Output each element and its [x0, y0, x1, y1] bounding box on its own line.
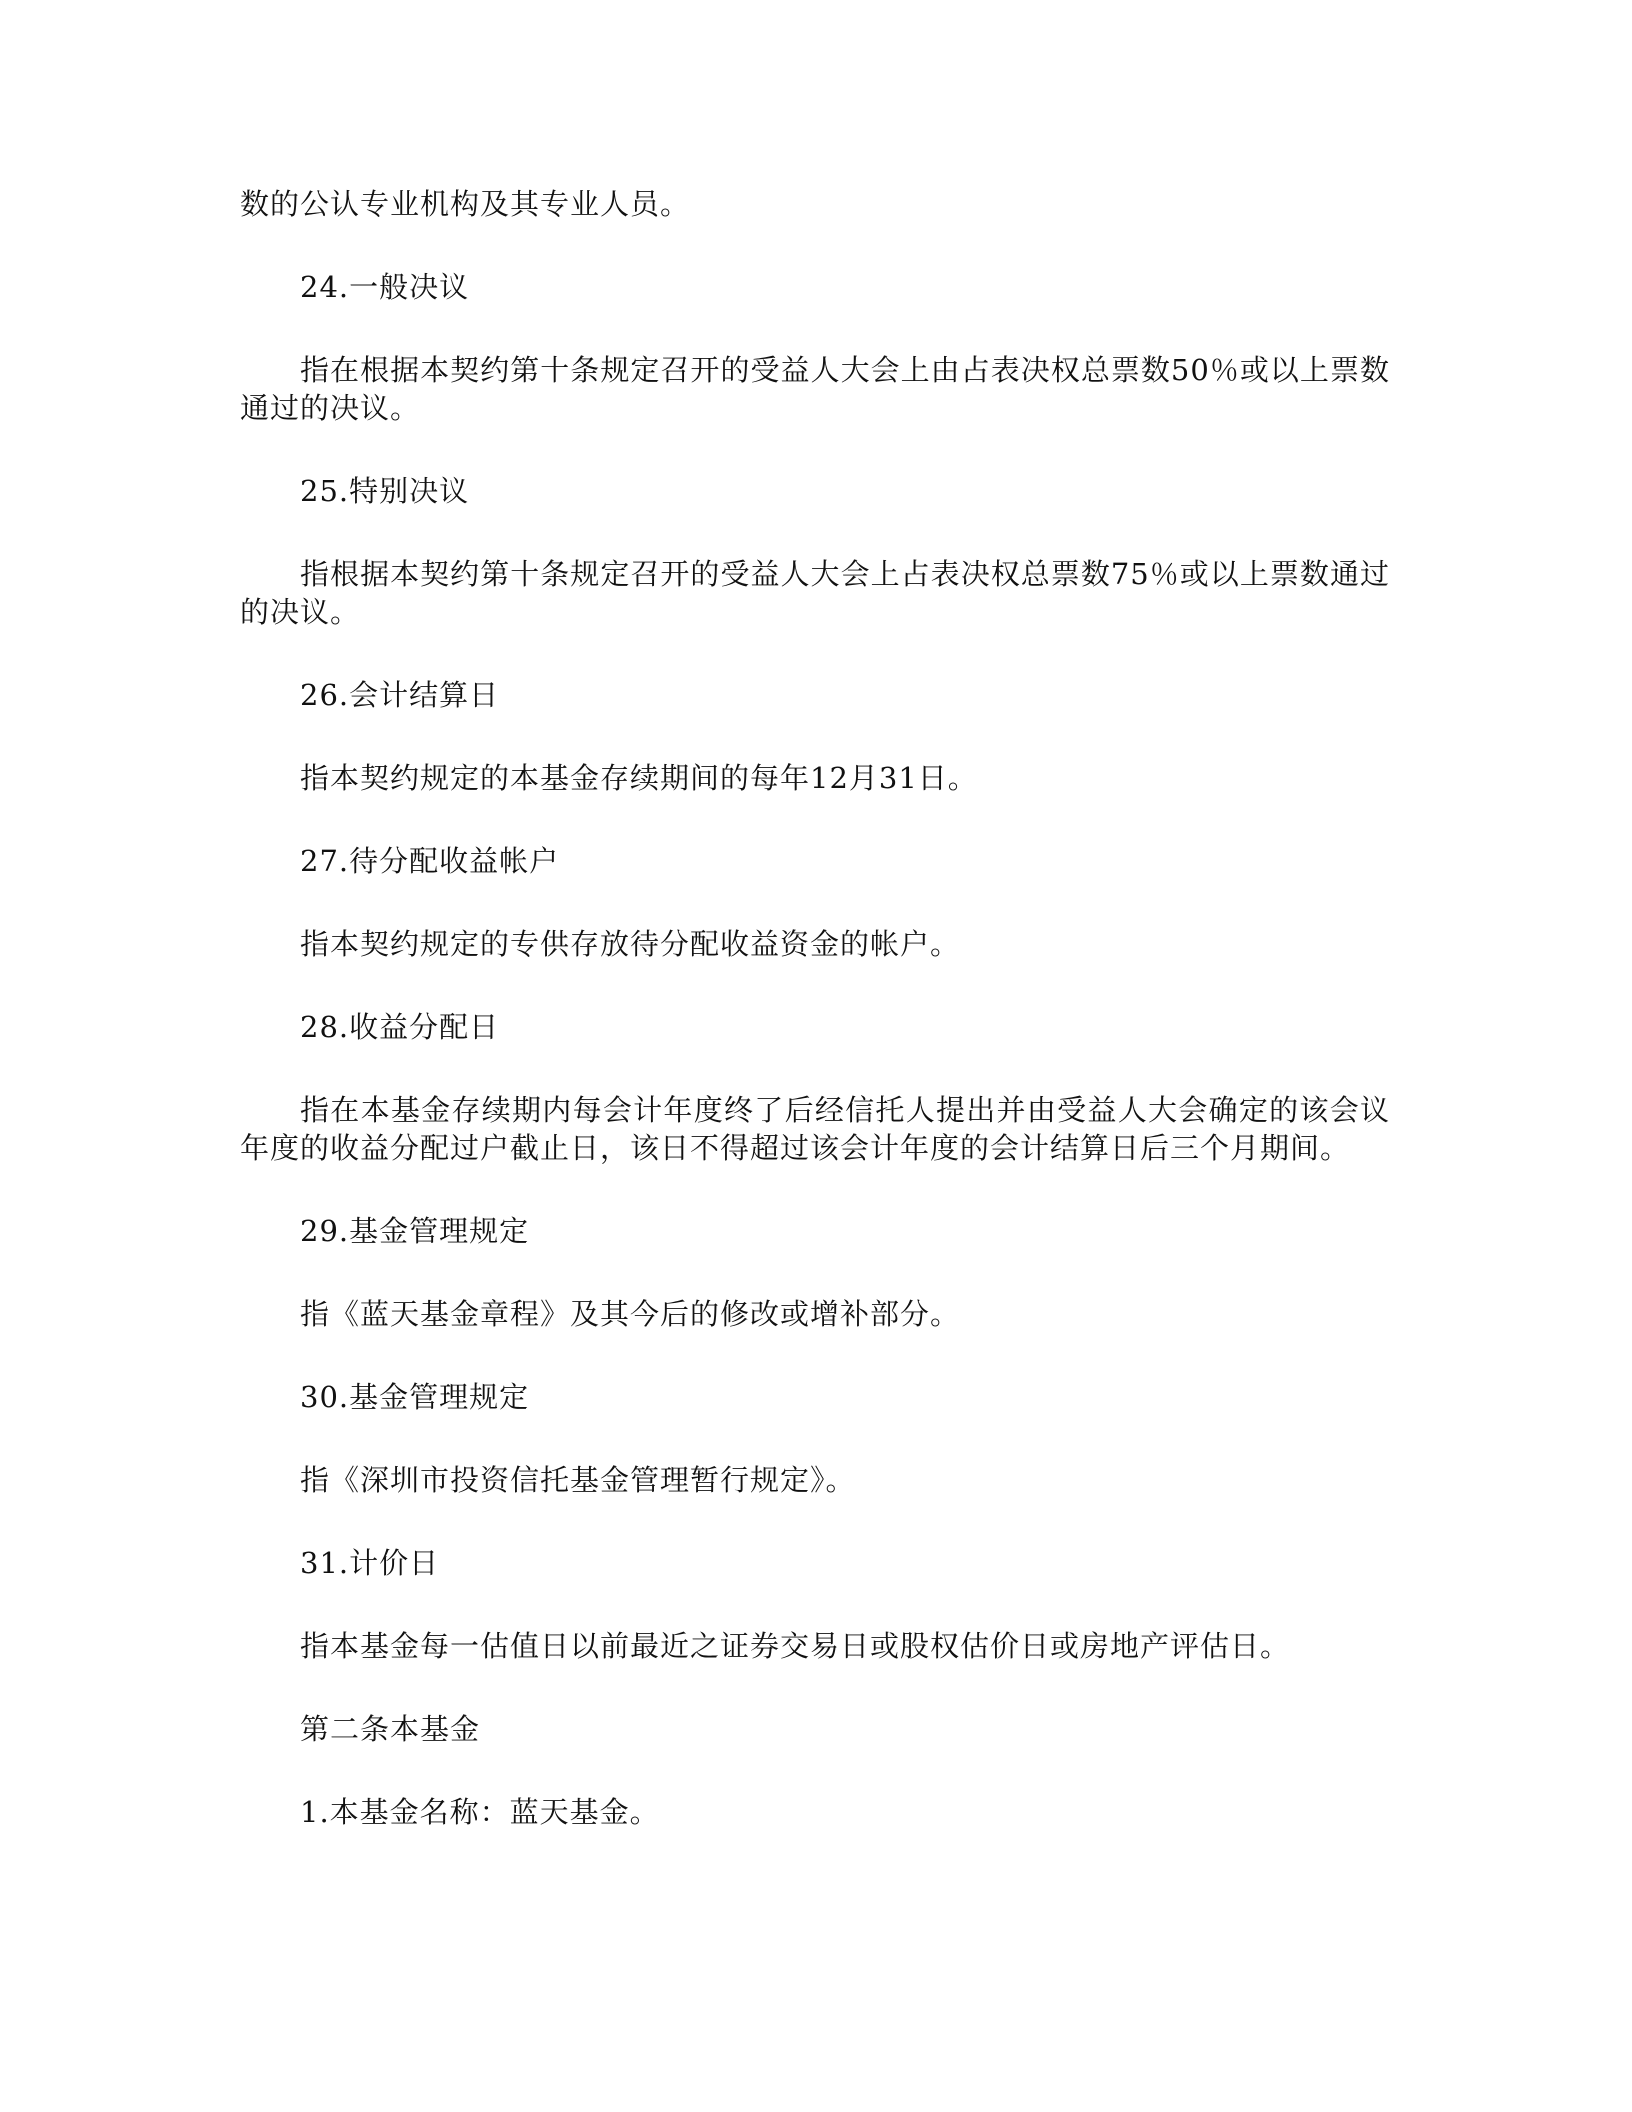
article-heading-2: 第二条本基金: [300, 1712, 481, 1746]
section-heading-28: 28.收益分配日: [300, 1010, 500, 1044]
paragraph-definition-26: 指本契约规定的本基金存续期间的每年12月31日。: [300, 761, 978, 795]
section-heading-29: 29.基金管理规定: [300, 1214, 530, 1248]
paragraph-definition-27: 指本契约规定的专供存放待分配收益资金的帐户。: [300, 927, 961, 961]
paragraph-definition-28: 指在本基金存续期内每会计年度终了后经信托人提出并由受益人大会确定的该会议年度的收益分配过户截止日，该日不得超过该会计年度的会计结算日后三个月期间。: [240, 1093, 1390, 1165]
paragraph-continued: 数的公认专业机构及其专业人员。: [240, 187, 691, 221]
paragraph-definition-25: 指根据本契约第十条规定召开的受益人大会上占表决权总票数75％或以上票数通过的决议。: [240, 557, 1390, 629]
paragraph-definition-30: 指《深圳市投资信托基金管理暂行规定》。: [300, 1463, 856, 1497]
paragraph-definition-31: 指本基金每一估值日以前最近之证券交易日或股权估价日或房地产评估日。: [300, 1629, 1291, 1663]
section-heading-24: 24.一般决议: [300, 270, 470, 304]
section-heading-31: 31.计价日: [300, 1546, 440, 1580]
paragraph-definition-29: 指《蓝天基金章程》及其今后的修改或增补部分。: [300, 1297, 961, 1331]
document-body: [240, 185, 1390, 1876]
section-heading-27: 27.待分配收益帐户: [300, 844, 560, 878]
paragraph-definition-24: 指在根据本契约第十条规定召开的受益人大会上由占表决权总票数50％或以上票数通过的决议。: [240, 353, 1390, 425]
section-heading-26: 26.会计结算日: [300, 678, 500, 712]
section-heading-30: 30.基金管理规定: [300, 1380, 530, 1414]
section-heading-25: 25.特别决议: [300, 474, 470, 508]
fund-name-item: 1.本基金名称：蓝天基金。: [300, 1795, 660, 1829]
